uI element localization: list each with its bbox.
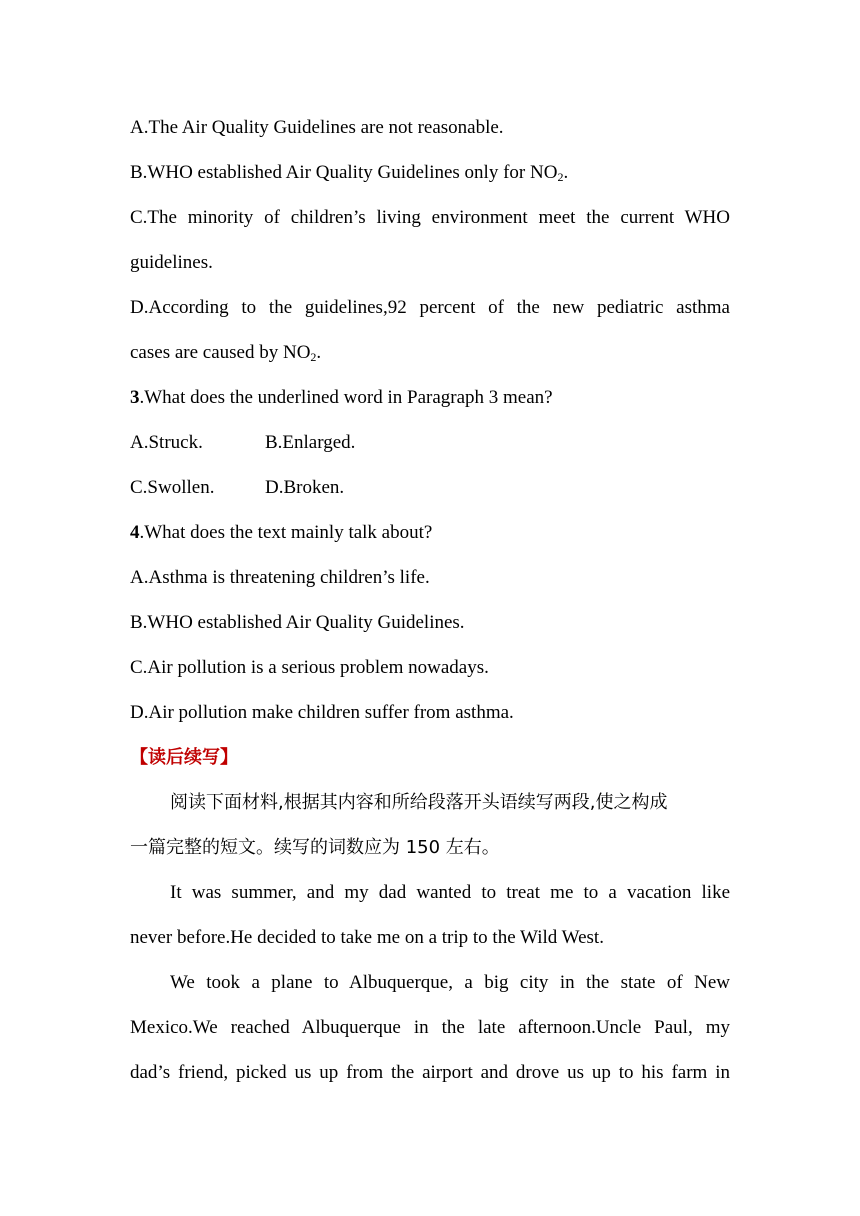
document-page: [130, 105, 730, 1095]
section-title: 【读后续写】: [130, 747, 238, 768]
q3-option-c: C.Swollen.: [130, 477, 215, 498]
q2-option-b-subscript: 2: [557, 170, 564, 184]
passage-p2-line1: We took a plane to Albuquerque, a big city in the state of New: [170, 972, 730, 993]
q2-option-a: A.The Air Quality Guidelines are not reasonable.: [130, 117, 504, 138]
q3-option-b: B.Enlarged.: [265, 432, 356, 453]
q4-option-d: D.Air pollution make children suffer from asthma.: [130, 702, 514, 723]
question-4-text: .What does the text mainly talk about?: [139, 522, 433, 543]
q2-option-b-end: .: [563, 162, 569, 183]
q3-options-row-1: [130, 420, 730, 465]
q3-option-a: A.Struck.: [130, 432, 203, 453]
q3-option-d: D.Broken.: [265, 477, 345, 498]
q2-option-d-end: .: [316, 342, 322, 363]
question-4: [130, 510, 730, 555]
q4-option-b: B.WHO established Air Quality Guidelines.: [130, 612, 465, 633]
passage-p1-line2: never before.He decided to take me on a trip to the Wild West.: [130, 927, 604, 948]
q3-options-row-2: [130, 465, 730, 510]
q2-option-d-line2: [130, 330, 730, 375]
q2-option-d-text: cases are caused by NO: [130, 342, 311, 363]
passage-p2-line2: Mexico.We reached Albuquerque in the late afternoon.Uncle Paul, my: [130, 1017, 730, 1038]
q4-option-c: C.Air pollution is a serious problem nowadays.: [130, 657, 489, 678]
question-3-text: .What does the underlined word in Paragraph 3 mean?: [139, 387, 553, 408]
question-3-number: 3: [130, 387, 140, 408]
q2-option-d-subscript: 2: [310, 350, 317, 364]
q2-option-d-line1: D.According to the guidelines,92 percent of the new pediatric asthma: [130, 297, 730, 318]
question-3: [130, 375, 730, 420]
instruction-line-1: 阅读下面材料,根据其内容和所给段落开头语续写两段,使之构成: [170, 792, 668, 813]
q2-option-c-line1: C.The minority of children’s living environment meet the current WHO: [130, 207, 730, 228]
q2-option-c-line2: guidelines.: [130, 252, 213, 273]
question-4-number: 4: [130, 522, 140, 543]
q2-option-b: [130, 150, 730, 195]
passage-p2-line3: dad’s friend, picked us up from the airport and drove us up to his farm in: [130, 1062, 730, 1083]
q4-option-a: A.Asthma is threatening children’s life.: [130, 567, 430, 588]
instruction-line-2: 一篇完整的短文。续写的词数应为 150 左右。: [130, 837, 500, 858]
passage-p1-line1: It was summer, and my dad wanted to treat me to a vacation like: [170, 882, 730, 903]
q2-option-b-text: B.WHO established Air Quality Guidelines only for NO: [130, 162, 558, 183]
